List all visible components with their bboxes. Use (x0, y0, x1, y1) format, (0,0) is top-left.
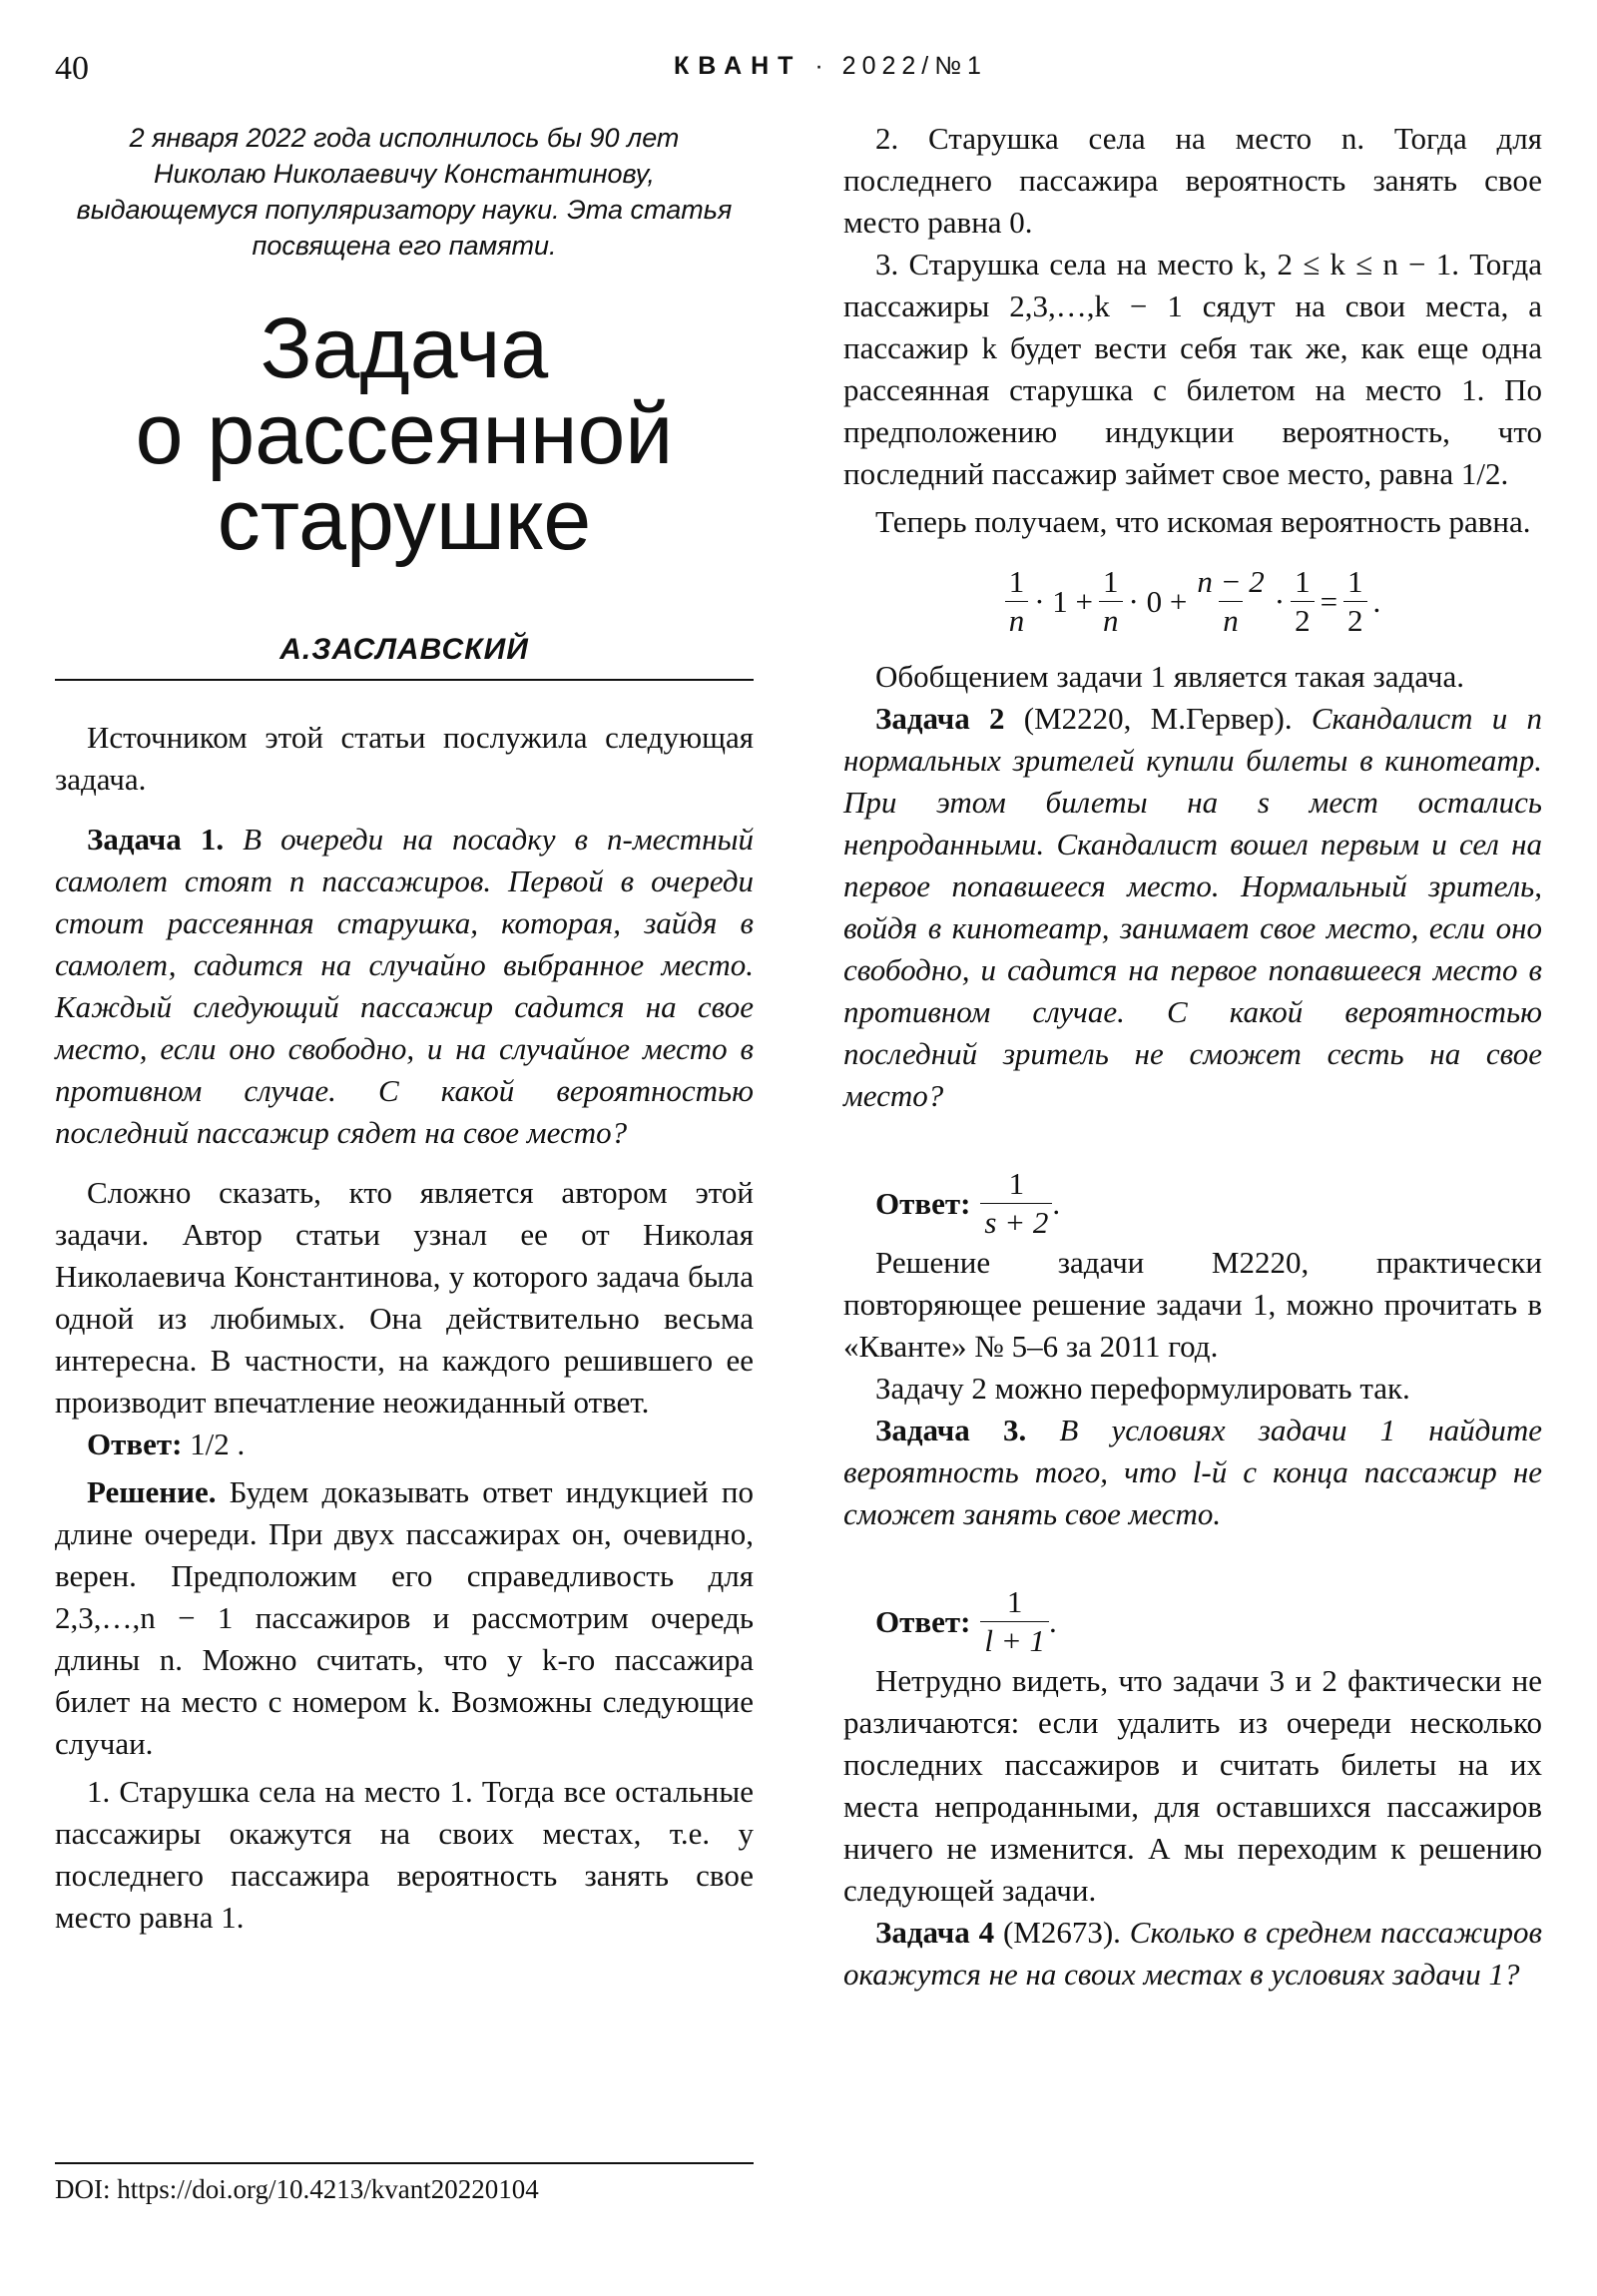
left-column (55, 120, 754, 1939)
tasks-same-paragraph: Нетрудно видеть, что задачи 3 и 2 фактически не различаются: если удалить из очереди несколько последних пассажиров и считать билеты на их места непроданными, для оставшихся пассажиров ничего не изменится. А мы переходим к решению следующей задачи. (843, 1663, 1542, 1908)
m2220-paragraph: Решение задачи М2220, практически повторяющее решение задачи 1, можно прочитать в «Кванте» № 5–6 за 2011 год. (843, 1245, 1542, 1364)
task2-paragraph (843, 698, 1542, 1117)
task1-label: Задача 1. (87, 822, 225, 857)
formula-fraction-5: $\frac{1}{2}$ (1343, 563, 1367, 640)
answer1-paragraph (55, 1424, 754, 1465)
task2-label: Задача 2 (875, 701, 1005, 736)
answer2-line (843, 1165, 1542, 1242)
formula-op-4: = (1320, 583, 1338, 619)
formula-fraction-2: $\frac{1}{n}$ (1099, 563, 1123, 640)
answer2-tail: . (1052, 1185, 1061, 1221)
task3-text: В условиях задачи 1 найдите вероятность того, что l-й с конца пассажир не сможет занять свое место. (843, 1413, 1543, 1531)
generalization-paragraph: Обобщением задачи 1 является такая задача. (875, 659, 1464, 694)
author-name: А.ЗАСЛАВСКИЙ (279, 633, 529, 666)
solution-text: Будем доказывать ответ индукцией по длине очереди. При двух пассажирах он, очевидно, верен. Предположим его справедливость для 2,3,…,n − 1 пассажиров и рассмотрим очередь длины n. Можно считать, что у k-го пассажира билет на место с номером k. Возможны следующие случаи. (55, 1474, 755, 1761)
article-title (55, 300, 754, 568)
title-line-2: о рассеянной (135, 386, 674, 482)
task1-paragraph (55, 819, 754, 1154)
task4-label: Задача 4 (875, 1915, 995, 1950)
formula-op-3: · (1274, 583, 1286, 619)
formula-op-5: . (1372, 583, 1381, 619)
now-paragraph: Теперь получаем, что искомая вероятность равна. (875, 504, 1531, 539)
title-line-1: Задача (260, 300, 549, 396)
case3-paragraph: 3. Старушка села на место k, 2 ≤ k ≤ n − 1. Тогда пассажиры 2,3,…,k − 1 сядут на свои места, а пассажир k будет вести себя так же, как еще одна рассеянная старушка с билетом на место 1. По предположению индукции вероятность, что последний пассажир займет свое место, равна 1/2. (843, 247, 1542, 491)
solution-paragraph (55, 1471, 754, 1765)
dedication: 2 января 2022 года исполнилось бы 90 лет Николаю Николаевичу Константинову, выдающемуся популяризатору науки. Эта статья посвящена его памяти. (76, 123, 733, 261)
reformulate-paragraph: Задачу 2 можно переформулировать так. (875, 1371, 1410, 1406)
formula-op-1: · 1 + (1034, 583, 1093, 619)
journal-issue: · 2022/№1 (814, 52, 987, 80)
journal-name: КВАНТ (674, 52, 802, 80)
answer1-value: 1/2 . (190, 1427, 246, 1461)
formula-op-2: · 0 + (1128, 583, 1188, 619)
intro-paragraph: Источником этой статьи послужила следующая задача. (55, 720, 754, 797)
task4-source: (М2673). (1002, 1915, 1121, 1950)
answer2-label: Ответ: (875, 1185, 971, 1221)
answer3-fraction: $\frac{1}{l + 1}$ (980, 1583, 1049, 1660)
case1-paragraph: 1. Старушка села на место 1. Тогда все остальные пассажиры окажутся на своих местах, т.е. у последнего пассажира вероятность занять свое место равна 1. (55, 1774, 754, 1935)
answer2-fraction: $\frac{1}{s + 2}$ (980, 1165, 1052, 1242)
running-header (55, 50, 1542, 90)
answer1-label: Ответ: (87, 1427, 183, 1461)
task4-text: Сколько в среднем пассажиров окажутся не на своих местах в условиях задачи 1? (843, 1915, 1543, 1992)
formula-fraction-3: $\frac{n - 2}{n}$ (1197, 564, 1265, 638)
answer3-tail: . (1048, 1603, 1057, 1639)
task2-text: Скандалист и n нормальных зрителей купили билеты в кинотеатр. При этом билеты на s мест остались непроданными. Скандалист вошел первым и сел на первое попавшееся место. Нормальный зритель, войдя в кинотеатр, занимает свое место, если оно свободно, и садится на первое попавшееся место в противном случае. С какой вероятностью последний зритель не сможет сесть на свое место? (843, 701, 1542, 1113)
right-column (843, 118, 1542, 1996)
answer3-line (843, 1583, 1542, 1660)
journal-title (674, 52, 987, 81)
answer3-label: Ответ: (875, 1603, 971, 1639)
task1-text: В очереди на посадку в n-местный самолет стоят n пассажиров. Первой в очереди стоит рассеянная старушка, которая, зайдя в самолет, садится на случайно выбранное место. Каждый следующий пассажир садится на свое место, если оно свободно, и на случайное место в противном случае. С какой вероятностью последний пассажир сядет на свое место? (55, 822, 754, 1150)
task3-paragraph (843, 1410, 1542, 1535)
task3-label: Задача 3. (875, 1413, 1027, 1447)
solution-label: Решение. (87, 1474, 217, 1509)
page-number: 40 (55, 50, 89, 87)
probability-formula (843, 563, 1542, 640)
doi-footnote: DOI: https://doi.org/10.4213/kvant20220104 (55, 2162, 754, 2205)
formula-fraction-4: $\frac{1}{2}$ (1291, 563, 1315, 640)
task4-paragraph (843, 1912, 1542, 1996)
author-paragraph: Сложно сказать, кто является автором этой задачи. Автор статьи узнал ее от Николая Николаевича Константинова, у которого задача была одной из любимых. Она действительно весьма интересна. В частности, на каждого решившего ее производит впечатление неожиданный ответ. (55, 1175, 754, 1420)
case2-paragraph: 2. Старушка села на место n. Тогда для последнего пассажира вероятность занять свое место равна 0. (843, 121, 1542, 240)
formula-fraction-1: $\frac{1}{n}$ (1005, 563, 1029, 640)
task2-source: (М2220, М.Гервер). (1023, 701, 1293, 736)
title-line-3: старушке (217, 472, 592, 568)
